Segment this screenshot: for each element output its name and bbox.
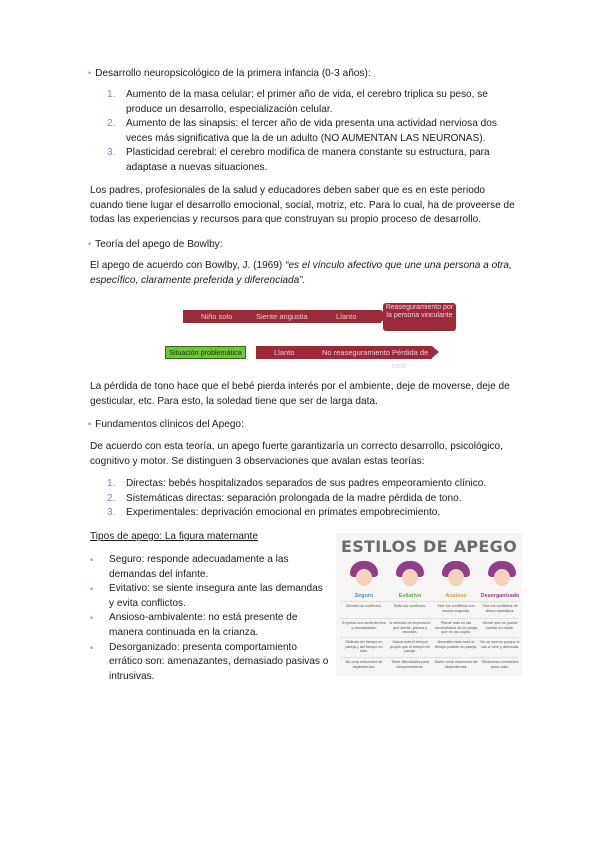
bullet-icon: •	[90, 584, 94, 595]
section-heading-bowlby: • Teoría del apego de Bowlby:	[88, 239, 223, 250]
cell: Valora más el tiempo propio que el tiempo en pareja.	[390, 640, 430, 654]
attachment-styles-infographic	[336, 533, 522, 676]
cell: Vive los conflictos con mucha angustia.	[437, 604, 475, 613]
column-header: Ansioso	[445, 593, 467, 599]
list-item: 3. Experimentales: deprivación emocional en primates empobrecimiento.	[107, 507, 441, 519]
diagram-box-reassurance: Reaseguramiento por la persona vinculante	[383, 303, 456, 331]
cell: No crea relaciones de dependencia.	[345, 660, 383, 669]
cell: Evita los conflictos.	[393, 604, 427, 608]
bullet-icon: •	[88, 68, 92, 78]
paragraph: De acuerdo con esta teoría, un apego fuerte garantizaría un correcto desarrollo, psicológico, cognitivo y motor. Se distinguen 3 observaciones que avalan estas teorías:	[90, 441, 503, 467]
section-heading-clinical: • Fundamentos clínicos del Apego:	[88, 419, 244, 430]
cell: Disfruta del tiempo en pareja y del tiempo en sólo.	[345, 640, 383, 654]
cell: Tiene dificultades para comprometerse.	[390, 660, 430, 669]
arrow-right-icon	[432, 346, 439, 358]
attachment-types-list	[90, 553, 330, 684]
column-header: Seguro	[354, 593, 374, 599]
list-item: • Evitativo: se siente insegura ante las demandas y evita conflictos.	[90, 583, 323, 609]
list-item: 2. Sistemáticas directas: separación prolongada de la madre pérdida de tono.	[107, 492, 462, 504]
cell: No se acerca porque le van a herir y defrauda.	[480, 640, 520, 649]
face-avoidant-icon	[396, 561, 424, 589]
cell: Vive los conflictos de forma dramática.	[482, 604, 518, 613]
cell: Siente que no puede confiar en nadie.	[482, 621, 518, 630]
list-item: • Seguro: responde adecuadamente a las demandas del infante.	[90, 554, 289, 580]
clinical-list	[107, 477, 507, 521]
list-item: 1. Aumento de la masa celular: el primer año de vida, el cerebro triplica su peso, se produce un desarrollo, especialización celular.	[107, 89, 488, 115]
list-item: 3. Plasticidad cerebral: el cerebro modifica de manera constante su estructura, para adaptase a nuevas situaciones.	[107, 147, 490, 173]
cell: Necesita estar todo el tiempo posible en pareja.	[434, 640, 478, 649]
bullet-icon: •	[88, 419, 92, 429]
cell: Afronta los conflictos.	[345, 604, 383, 608]
face-disorganized-icon	[488, 561, 516, 589]
infographic-title: ESTILOS DE APEGO	[341, 537, 517, 556]
list-item: • Desorganizado: presenta comportamiento errático son: amenazantes, demasiado pasivas o intrusivas.	[90, 641, 329, 682]
section-heading-neuro: • Desarrollo neuropsicológico de la primera infancia (0-3 años):	[88, 68, 371, 79]
neuro-list	[107, 88, 507, 176]
cell: Suele crear relaciones de dependencia.	[434, 660, 478, 669]
face-secure-icon	[350, 561, 378, 589]
bullet-icon: •	[90, 613, 94, 624]
section-heading-types: Tipos de apego: La figura maternante	[90, 531, 258, 542]
column-header: Desorganizado	[480, 593, 520, 599]
paragraph: La pérdida de tono hace que el bebé pierda interés por el ambiente, deje de moverse, deje de gesticular, etc. Para esto, la soledad tiene que ser de larga data.	[90, 381, 510, 407]
list-item: 2. Aumento de las sinapsis: el tercer año de vida presenta una actividad nerviosa dos veces más significativa que la de un adulto (NO AUMENTAN LAS NEURONAS).	[107, 118, 497, 144]
cell: Expresa sus sentimientos y necesidades.	[342, 621, 386, 630]
list-item: • Ansioso-ambivalente: no está presente de manera continuada en la crianza.	[90, 612, 298, 638]
column-header: Evitativo	[398, 593, 422, 599]
bowlby-quote: El apego de acuerdo con Bowlby, J. (1969) “es el vínculo afectivo que une una persona a otra, específico, claramente preferida y diferenciada”.	[90, 260, 512, 286]
cell: A menudo no expresa lo que siente, piensa y necesita.	[389, 621, 431, 635]
bullet-icon: •	[90, 555, 94, 565]
bullet-icon: •	[90, 642, 94, 653]
diagram-row-2: Llanto No reaseguramiento Pérdida de tono	[256, 346, 432, 359]
diagram-problem-label: Situación problemática	[165, 346, 246, 359]
face-anxious-icon	[442, 561, 470, 589]
cell: Pierde más en las necesidades de la pareja que en las suyas.	[434, 621, 478, 635]
cell: Relaciones inestables amor-odio.	[481, 660, 519, 669]
list-item: 1. Directas: bebés hospitalizados separados de sus padres empeoramiento clínico.	[107, 478, 487, 489]
bullet-icon: •	[88, 239, 92, 249]
paragraph: Los padres, profesionales de la salud y educadores deben saber que es en este periodo cuando tiene lugar el desarrollo emocional, social, motriz, etc. Para lo cual, ha de proveerse de todas las experiencias y recursos para que construyan su propio proceso de desarrollo.	[90, 185, 515, 226]
diagram-row-1: Niño solo Siente angustia Llanto	[183, 310, 381, 323]
